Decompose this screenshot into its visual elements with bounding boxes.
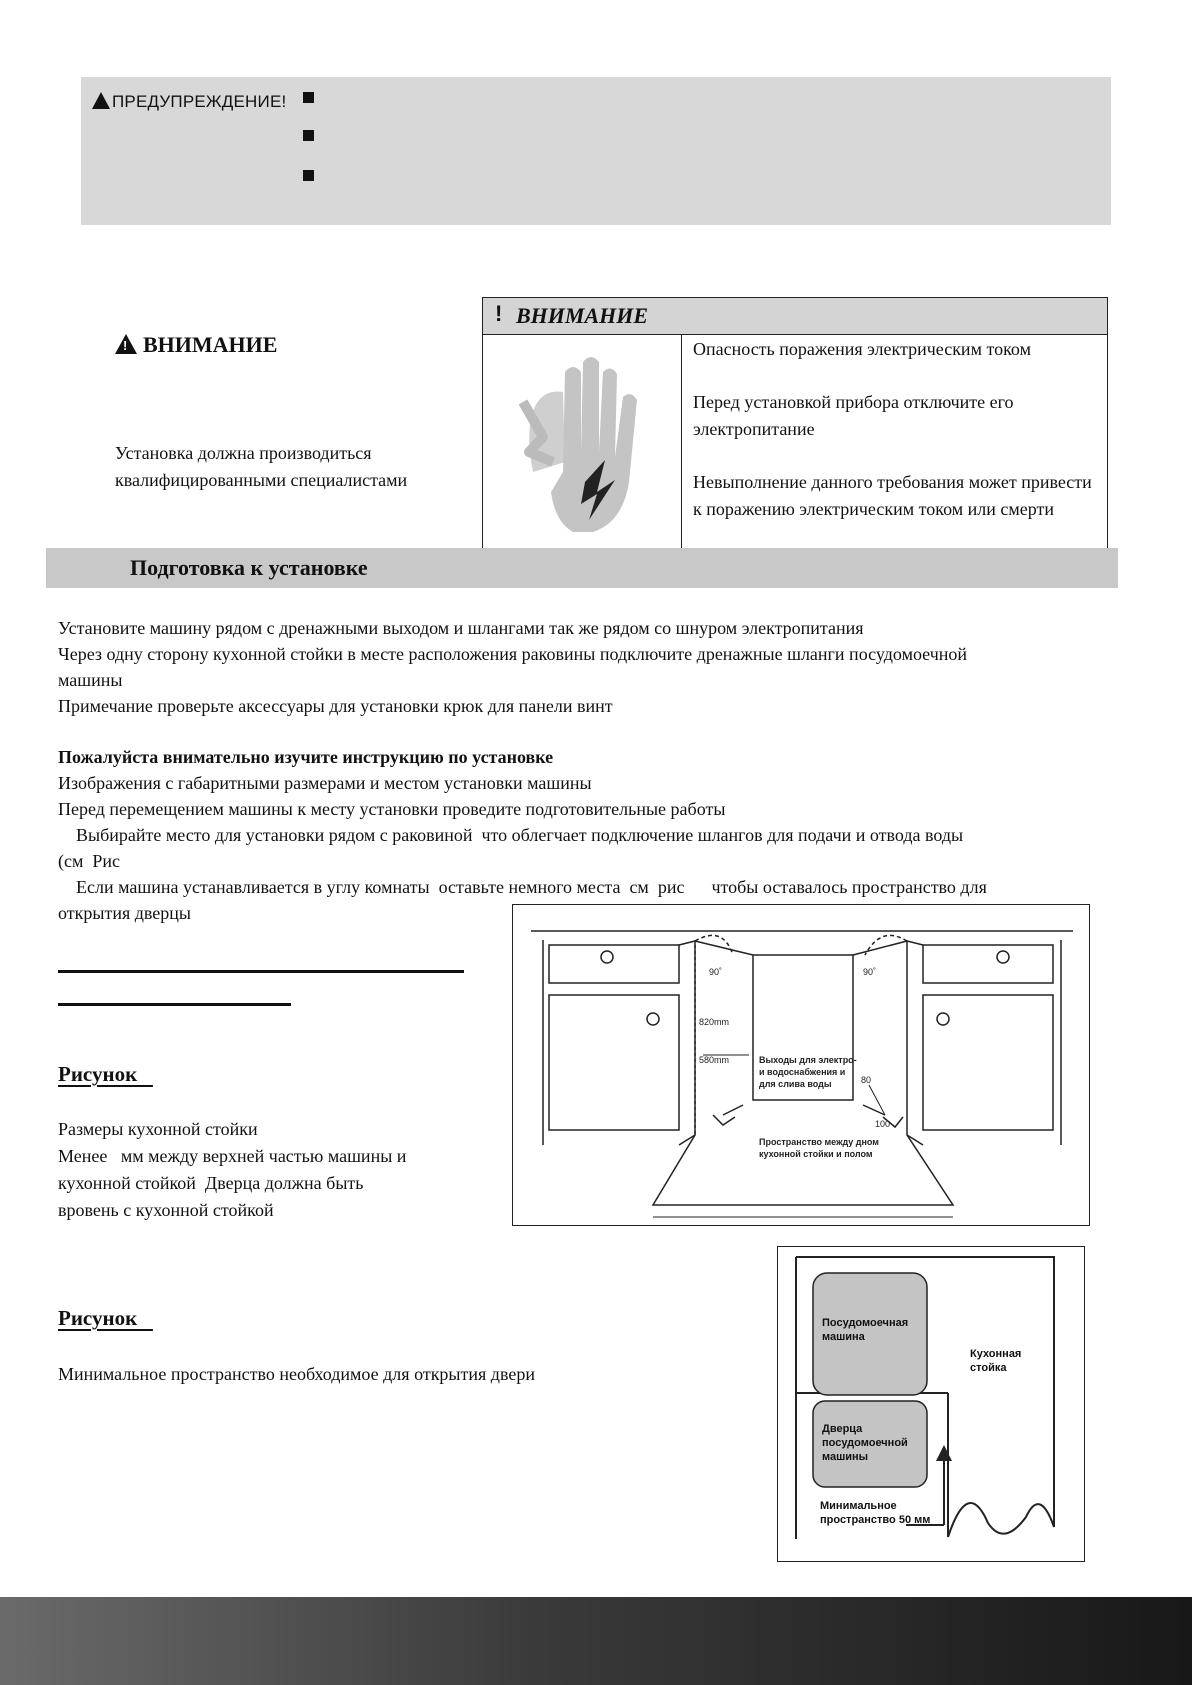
- counter-label-line: стойка: [970, 1362, 1007, 1374]
- attention-box-text: [693, 336, 1103, 549]
- attention-box-p1: Опасность поражения электрическим током: [693, 339, 1031, 359]
- figure1-caption-line: Размеры кухонной стойки: [58, 1119, 258, 1139]
- attention-heading-text: ВНИМАНИЕ: [143, 332, 278, 357]
- attention-box: [482, 297, 1108, 549]
- kitchen-cabinet-figure: [512, 904, 1090, 1226]
- attention-box-p3: Невыполнение данного требования может привести к поражению электрическим током или смерти: [693, 472, 1092, 519]
- angle-right-label: 90˚: [863, 967, 877, 977]
- electric-shock-hand-icon: [493, 342, 673, 542]
- instruction-line: Если машина устанавливается в углу комнаты оставьте немного места см рис чтобы оставалось пространство для: [58, 877, 987, 897]
- prep-line: Через одну сторону кухонной стойки в месте расположения раковины подключите дренажные шланги посудомоечной: [58, 644, 968, 664]
- corner-clearance-figure: [777, 1246, 1085, 1562]
- angle-left-label: 90˚: [709, 967, 723, 977]
- door-label-line: Дверца: [822, 1423, 863, 1435]
- instruction-line: открытия дверцы: [58, 903, 192, 923]
- min-space-label-line: пространство 50 мм: [820, 1514, 931, 1526]
- instruction-line: Выбирайте место для установки рядом с раковиной что облегчает подключение шлангов для подачи и отвода воды: [58, 825, 964, 845]
- dim-580-label: 580mm: [699, 1055, 730, 1065]
- blank-underline-2: [58, 1003, 291, 1006]
- attention-box-title: ВНИМАНИЕ: [516, 303, 649, 328]
- warning-triangle-icon: [115, 334, 137, 354]
- corner-clearance-drawing: [778, 1247, 1084, 1561]
- prep-line: Установите машину рядом с дренажными выходом и шлангами так же рядом со шнуром электропитания: [58, 618, 864, 638]
- figure1-label: Рисунок: [58, 1062, 153, 1086]
- dishwasher-label-line: машина: [822, 1331, 865, 1343]
- prep-line: Примечание проверьте аксессуары для установки крюк для панели винт: [58, 696, 613, 716]
- instruction-paragraph: [58, 744, 1118, 926]
- outlets-label-line: Выходы для электро-: [759, 1055, 857, 1065]
- door-label-line: машины: [822, 1451, 869, 1463]
- figure1-caption-line: Менее мм между верхней частью машины и: [58, 1146, 407, 1166]
- instruction-line: Перед перемещением машины к месту установки проведите подготовительные работы: [58, 799, 726, 819]
- exclamation-icon: !: [495, 301, 503, 326]
- warning-bullet-3: [303, 170, 314, 181]
- kitchen-cabinet-drawing: [513, 905, 1089, 1225]
- warning-label: [92, 92, 286, 112]
- door-label-line: посудомоечной: [822, 1437, 908, 1449]
- min-space-label-line: Минимальное: [820, 1500, 897, 1512]
- dim-820-label: 820mm: [699, 1017, 730, 1027]
- prep-line: машины: [58, 670, 123, 690]
- figure2-label: Рисунок: [58, 1306, 153, 1330]
- warning-bullet-1: [303, 92, 314, 103]
- instruction-line: Изображения с габаритными размерами и местом установки машины: [58, 773, 592, 793]
- instruction-bold-line: Пожалуйста внимательно изучите инструкцию по установке: [58, 747, 554, 767]
- figure1-caption-line: вровень с кухонной стойкой: [58, 1200, 274, 1220]
- outlets-label-line: и водоснабжения и: [759, 1067, 846, 1077]
- blank-underline-1: [58, 970, 464, 973]
- dishwasher-label-line: Посудомоечная: [822, 1317, 909, 1329]
- install-note-line: квалифицированными специалистами: [115, 470, 408, 490]
- footer-bar: [0, 1597, 1192, 1685]
- figure1-caption-line: кухонной стойкой Дверца должна быть: [58, 1173, 364, 1193]
- attention-box-divider: [681, 334, 682, 548]
- dim-80-label: 80: [861, 1075, 872, 1085]
- figure1-caption: [58, 1116, 406, 1224]
- figure2-caption: Минимальное пространство необходимое для открытия двери: [58, 1364, 535, 1384]
- section-title: Подготовка к установке: [130, 555, 368, 580]
- install-note-line: Установка должна производиться: [115, 443, 372, 463]
- warning-label-text: ПРЕДУПРЕЖДЕНИЕ!: [112, 92, 287, 111]
- attention-heading: [115, 332, 277, 358]
- instruction-line: (см Рис: [58, 851, 121, 871]
- outlets-label-line: для слива воды: [759, 1079, 832, 1089]
- space-label-line: Пространство между дном: [759, 1137, 879, 1147]
- install-note: [115, 440, 407, 494]
- dim-100-label: 100: [875, 1119, 891, 1129]
- space-label-line: кухонной стойки и полом: [759, 1149, 873, 1159]
- counter-label-line: Кухонная: [970, 1348, 1022, 1360]
- prep-paragraph: [58, 615, 1118, 719]
- attention-box-p2: Перед установкой прибора отключите его электропитание: [693, 392, 1014, 439]
- warning-bullet-2: [303, 130, 314, 141]
- warning-icon: [92, 92, 110, 109]
